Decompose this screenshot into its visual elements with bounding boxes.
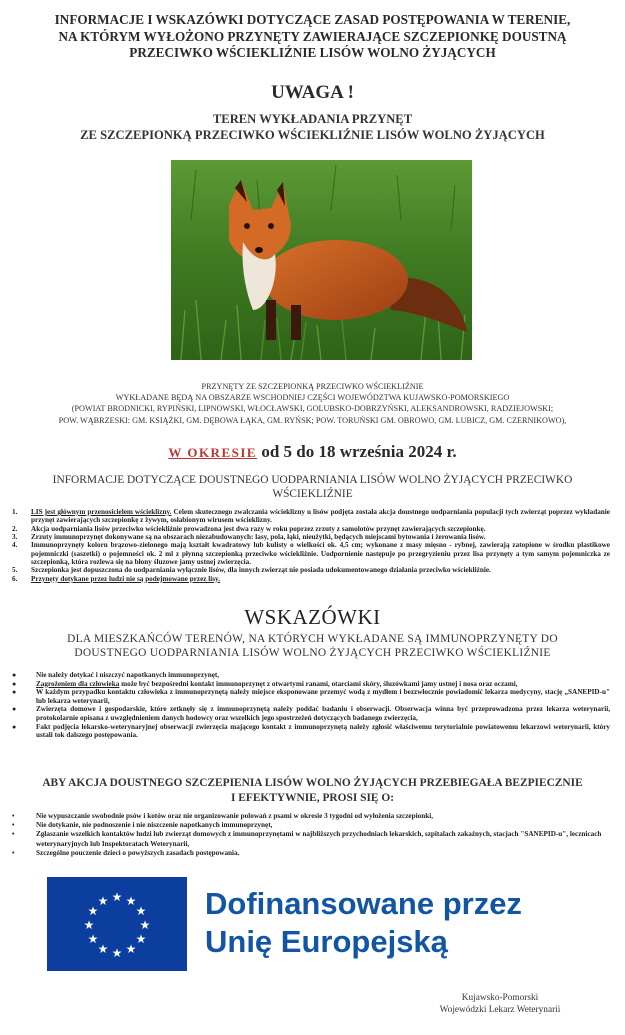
area-heading-line: ZE SZCZEPIONKĄ PRZECIWKO WŚCIEKLIŹNIE LISÓW WOLNO ŻYJĄCYCH bbox=[80, 128, 545, 142]
item-text: Szczególne pouczenie dzieci o powyższych zasadach postępowania. bbox=[36, 848, 240, 857]
list-item bbox=[12, 830, 610, 848]
bullet-icon: ● bbox=[12, 722, 17, 731]
header-line: NA KTÓRYM WYŁOŻONO PRZYNĘTY ZAWIERAJĄCE SZCZEPIONKĘ DOUSTNĄ bbox=[58, 28, 567, 44]
list-item bbox=[12, 533, 610, 541]
item-emphasis: Przynęty dotykane przez ludzi nie są podejmowane przez lisy. bbox=[31, 574, 221, 583]
item-text: Nie wypuszczanie swobodnie psów i kotów oraz nie organizowanie polowań z psami w okresie 3 tygodni od wyłożenia szczepionki, bbox=[36, 812, 433, 820]
info-title: INFORMACJE DOTYCZĄCE DOUSTNEGO UODPARNIANIA LISÓW WOLNO ŻYJĄCYCH PRZECIWKO WŚCIEKLIŹNIE bbox=[52, 474, 573, 500]
item-number: 6. bbox=[12, 574, 18, 583]
bullet-icon: ● bbox=[12, 688, 17, 697]
area-line: (POWIAT BRODNICKI, RYPIŃSKI, LIPNOWSKI, WŁOCŁAWSKI, GOLUBSKO-DOBRZYŃSKI, ALEKSANDROWSKI, RADZIEJOWSKI; bbox=[71, 404, 554, 414]
eu-funding-line: Unię Europejską bbox=[205, 924, 448, 959]
list-item bbox=[12, 688, 610, 705]
tips-list bbox=[12, 671, 610, 740]
item-text: Fakt podjęcia lekarsko-weterynaryjnej obserwacji zwierzęcia mającego kontakt z immunoprzynętą należy zgłosić właściwemu terytorialnie powiatowemu lekarzowi weterynarii, który ustali tok dalszego postępowania. bbox=[36, 722, 610, 740]
document-header bbox=[30, 12, 595, 62]
svg-text:★: ★ bbox=[87, 904, 99, 918]
period-lead: W OKRESIE bbox=[168, 445, 258, 460]
signature-line: Kujawsko-Pomorski bbox=[461, 993, 539, 1003]
svg-text:★: ★ bbox=[139, 918, 151, 932]
item-text: Zrzuty immunoprzynęt dokonywane są na obszarach niezabudowanych: lasy, pola, łąki, nieużytki, będących miejscami bytowania i żerowania lisów. bbox=[31, 533, 486, 542]
item-text: Szczepionka jest dopuszczona do uodparniania wyłącznie lisów, dla innych zwierząt nie posiada udokumentowanego działania przeciwko wściekliźnie. bbox=[31, 566, 491, 575]
signature bbox=[405, 993, 595, 1016]
header-line: INFORMACJE I WSKAZÓWKI DOTYCZĄCE ZASAD POSTĘPOWANIA W TERENIE, bbox=[54, 12, 571, 27]
fox-photo bbox=[171, 160, 472, 360]
svg-text:★: ★ bbox=[97, 894, 109, 908]
area-line: POW. WĄBRZESKI: GM. KSIĄŻKI, GM. DĘBOWA ŁĄKA, GM. RYŃSK; POW. TORUŃSKI GM. OBROWO, GM. LUBICZ, GM. CZERNIKOWO), bbox=[58, 415, 567, 425]
guidelines-title: WSKAZÓWKI bbox=[244, 605, 381, 629]
eu-funding-line: Dofinansowane przez bbox=[205, 886, 522, 921]
list-item bbox=[12, 849, 610, 858]
period-dates: od 5 do 18 września 2024 r. bbox=[257, 442, 457, 461]
bullet-icon: • bbox=[12, 830, 15, 839]
request-heading: ABY AKCJA DOUSTNEGO SZCZEPIENIA LISÓW WOLNO ŻYJĄCYCH PRZEBIEGAŁA BEZPIECZNIE I EFEKTYWNIE, PROSI SIĘ O: bbox=[42, 777, 583, 804]
requests-list bbox=[12, 812, 610, 858]
item-text: W każdym przypadku kontaktu człowieka z immunoprzynętą należy miejsce eksponowane przemyć wodą z mydłem i bezzwłocznie powiadomić lekarza medycyny, stację „SANEPID-u" lub lekarza weterynarii, bbox=[36, 688, 610, 705]
header-line: PRZECIWKO WŚCIEKLIŹNIE LISÓW WOLNO ŻYJĄCYCH bbox=[129, 45, 496, 60]
svg-text:★: ★ bbox=[87, 932, 99, 946]
bullet-icon: • bbox=[12, 821, 15, 830]
bullet-icon: ● bbox=[12, 679, 17, 688]
bullet-icon: ● bbox=[12, 671, 17, 679]
area-description bbox=[20, 381, 605, 426]
item-text: Immunoprzynęty koloru brązowo-zielonego mają kształt kwadratowy lub kulisty o wielkości ok. 4,5 cm; wykonane z masy mięsno - rybnej, zawierają zatopione w środku plastikowe pojemniczki (saszetki) o pojemności ok. 2 ml z płynną szczepionką przeciwko wściekliźnie. Uodpornienie następuje po przegryzieniu przez lisa przynęty a tym samym pojemniczka ze szczepionką, która rozlewa się na błony śluzowe jamy ustnej zwierzęcia. bbox=[31, 541, 610, 567]
list-item bbox=[12, 508, 610, 525]
list-item bbox=[12, 566, 610, 574]
list-item bbox=[12, 680, 610, 689]
svg-text:★: ★ bbox=[125, 942, 137, 956]
area-heading bbox=[30, 111, 595, 143]
item-text: może być bezpośredni kontakt immunoprzynęt z otwartymi ranami, otarciami skóry, śluzówkami jamy ustnej i nosa oraz oczami, bbox=[119, 679, 518, 688]
list-item bbox=[12, 812, 610, 821]
guidelines-subtitle: DLA MIESZKAŃCÓW TERENÓW, NA KTÓRYCH WYKŁADANE SĄ IMMUNOPRZYNĘTY DO DOUSTNEGO UODPARNIANIA LISÓW WOLNO ŻYJĄCYCH PRZECIWKO WŚCIEKLIŹNIE bbox=[67, 633, 558, 659]
area-line: PRZYNĘTY ZE SZCZEPIONKĄ PRZECIWKO WŚCIEKLIŹNIE bbox=[201, 382, 424, 391]
list-item bbox=[12, 575, 610, 583]
svg-text:★: ★ bbox=[97, 942, 109, 956]
list-item bbox=[12, 525, 610, 533]
eu-flag-icon bbox=[47, 877, 187, 971]
list-item bbox=[12, 671, 610, 680]
item-number: 1. bbox=[12, 508, 18, 516]
item-text: Nie dotykanie, nie podnoszenie i nie niszczenie napotkanych immunoprzynęt, bbox=[36, 821, 273, 830]
bullet-icon: ● bbox=[12, 705, 17, 714]
facts-list bbox=[12, 508, 610, 583]
area-line: WYKŁADANE BĘDĄ NA OBSZARZE WSCHODNIEJ CZĘŚCI WOJEWÓDZTWA KUJAWSKO-POMORSKIEGO bbox=[115, 393, 510, 403]
bullet-icon: • bbox=[12, 848, 15, 857]
warning-heading: UWAGA ! bbox=[271, 82, 354, 103]
item-text: Akcja uodparniania lisów przeciwko wściekliźnie prowadzona jest dwa razy w roku poprzez zrzuty z samolotów przynęt zawierających szczepionkę. bbox=[31, 524, 486, 533]
item-number: 2. bbox=[12, 524, 18, 533]
area-heading-line: TEREN WYKŁADANIA PRZYNĘT bbox=[212, 112, 413, 126]
svg-text:★: ★ bbox=[111, 946, 123, 960]
item-text: Zgłaszanie wszelkich kontaktów ludzi lub zwierząt domowych z immunoprzynętami w najbliższych przychodniach lekarskich, szpitalach zakaźnych, stacjach "SANEPID-u", lecznicach weterynaryjnych lub Inspektoratach Weterynarii, bbox=[36, 830, 602, 848]
item-number: 5. bbox=[12, 566, 18, 575]
item-text: Nie należy dotykać i niszczyć napotkanych immunoprzynęt, bbox=[36, 671, 220, 679]
list-item bbox=[12, 723, 610, 740]
item-emphasis: Zagrożeniem dla człowieka bbox=[36, 679, 120, 688]
list-item bbox=[12, 821, 610, 830]
item-number: 3. bbox=[12, 533, 18, 542]
svg-text:★: ★ bbox=[125, 894, 137, 908]
list-item bbox=[12, 705, 610, 722]
svg-text:★: ★ bbox=[83, 918, 95, 932]
bullet-icon: • bbox=[12, 812, 15, 820]
period-line bbox=[0, 442, 625, 462]
item-emphasis: LIS jest głównym przenosicielem wścieklizny. bbox=[31, 508, 172, 516]
svg-text:★: ★ bbox=[111, 890, 123, 904]
item-number: 4. bbox=[12, 541, 18, 550]
signature-line: Wojewódzki Lekarz Weterynarii bbox=[439, 1004, 561, 1015]
list-item bbox=[12, 541, 610, 566]
svg-text:★: ★ bbox=[135, 904, 147, 918]
item-text: Zwierzęta domowe i gospodarskie, które zetknęły się z immunoprzynętą należy poddać badaniu i obserwacji. Obserwacja winna być przeprowadzona przez lekarza weterynarii, protokolarnie opisana z uwzględnieniem danych hodowcy oraz wszelkich jego spostrzeżeń dotyczących badanego zwierzęcia, bbox=[36, 705, 610, 722]
item-text: Celem skutecznego zwalczania wścieklizny u lisów podjęta została akcja doustnego uodparniania populacji tych zwierząt poprzez wykładanie przynęt zawierających szczepionkę z żywym, osłabionym wirusem wścieklizny. bbox=[31, 508, 610, 525]
eu-funding-text bbox=[205, 885, 565, 961]
svg-text:★: ★ bbox=[135, 932, 147, 946]
